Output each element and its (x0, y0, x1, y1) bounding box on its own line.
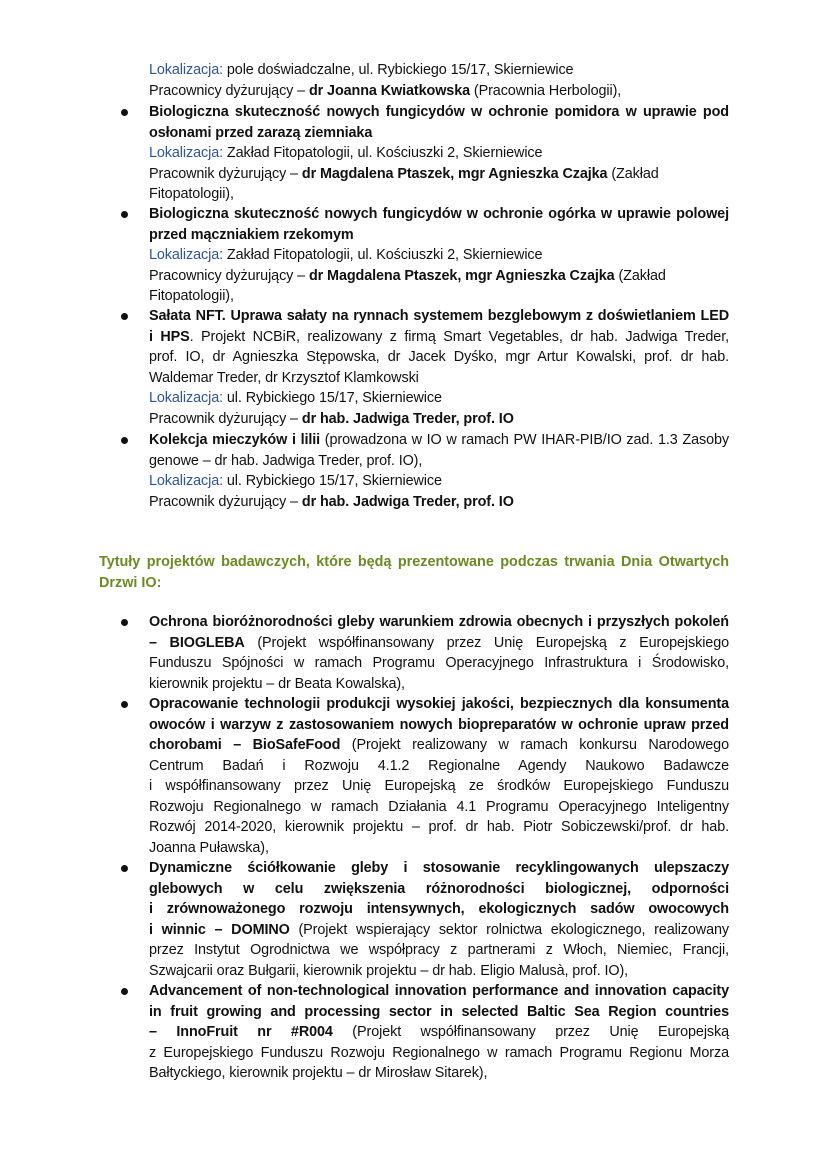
text-line (149, 633, 729, 654)
text-span: Pracownik dyżurujący – (149, 493, 302, 510)
bold-text: Dynamiczne ściółkowanie gleby i stosowanie recyklingowanych ulepszaczy (149, 860, 729, 876)
text-line (149, 612, 729, 633)
text-line (149, 204, 729, 225)
text-line (149, 60, 729, 81)
bold-text: in fruit growing and processing sector in selected Baltic Sea Region countries (149, 1003, 729, 1020)
bold-text: Biologiczna skuteczność nowych fungicydów w ochronie ogórka w uprawie polowej (149, 206, 729, 222)
text-span: Joanna Puławska), (149, 839, 269, 856)
location-label: Lokalizacja: (149, 62, 223, 78)
location-label: Lokalizacja: (149, 247, 223, 263)
text-line (149, 879, 729, 900)
text-span: z Europejskiego Funduszu Rozwoju Regionalnego w ramach Programu Regionu Morza (149, 1044, 729, 1061)
text-span: Rozwoju Regionalnego w ramach Działania 4.1 Programu Operacyjnego Inteligentny (149, 798, 729, 815)
text-line (149, 920, 729, 941)
text-line (149, 1022, 729, 1043)
bold-text: i HPS (149, 328, 190, 345)
text-line (149, 430, 729, 451)
text-line (149, 653, 729, 674)
text-line (149, 899, 729, 920)
bold-text: Biologiczna skuteczność nowych fungicydów w ochronie pomidora w uprawie pod (149, 104, 729, 120)
section-heading-line-2: Drzwi IO: (99, 574, 162, 591)
bold-text: – BIOGLEBA (149, 634, 245, 651)
text-span: (Projekt współfinansowany przez Unię Europejską z Europejskiego (244, 634, 730, 651)
text-span: prof. IO, dr Agnieszka Stępowska, dr Jacek Dyśko, mgr Artur Kowalski, prof. dr hab. (149, 349, 729, 365)
text-line (149, 123, 729, 144)
text-line (149, 164, 729, 185)
bold-text: Opracowanie technologii produkcji wysokiej jakości, bezpiecznych dla konsumenta (149, 696, 729, 712)
text-line (149, 266, 729, 287)
text-line (149, 1002, 729, 1023)
bold-text: przed mączniakiem rzekomym (149, 226, 354, 243)
text-line (149, 961, 729, 982)
bullet-icon (121, 619, 128, 626)
bold-text: osłonami przed zarazą ziemniaka (149, 124, 373, 141)
bold-text: dr Magdalena Ptaszek, mgr Agnieszka Czajka (308, 267, 615, 284)
text-line (149, 940, 729, 961)
text-span: Pracownicy dyżurujący – (149, 82, 309, 99)
text-line (149, 184, 729, 205)
text-line (149, 388, 729, 409)
bold-text: glebowych w celu zwiększenia różnorodności biologicznej, odporności (149, 880, 729, 897)
text-span: Rozwój 2014-2020, kierownik projektu – prof. dr hab. Piotr Sobiczewski/prof. dr hab. (149, 819, 729, 835)
text-span: Bałtyckiego, kierownik projektu – dr Mirosław Sitarek), (149, 1065, 488, 1081)
text-span: Pracownik dyżurujący – (149, 165, 302, 182)
bold-text: dr Magdalena Ptaszek, mgr Agnieszka Czajka (301, 165, 608, 182)
text-line (149, 409, 729, 430)
text-span: ul. Rybickiego 15/17, Skierniewice (223, 390, 442, 406)
text-span: genowe – dr hab. Jadwiga Treder, prof. IO), (149, 452, 423, 469)
bold-text: chorobami – BioSafeFood (149, 737, 341, 753)
location-label: Lokalizacja: (149, 145, 223, 161)
bullet-icon (121, 313, 128, 320)
text-span: przez Instytut Ogrodnictwa we współpracy z partnerami z Włoch, Niemiec, Francji, (149, 942, 729, 958)
text-span: ul. Rybickiego 15/17, Skierniewice (223, 473, 442, 489)
text-span: (Zakład (607, 165, 659, 182)
bullet-icon (121, 865, 128, 872)
text-span: Zakład Fitopatologii, ul. Kościuszki 2, Skierniewice (223, 145, 543, 161)
text-span: Pracownicy dyżurujący – (149, 267, 309, 284)
bullet-icon (121, 109, 128, 116)
text-span: . Projekt NCBiR, realizowany z firmą Smart Vegetables, dr hab. Jadwiga Treder, (189, 328, 729, 345)
section-heading (99, 552, 729, 593)
bold-text: owoców i warzyw z zastosowaniem nowych biopreparatów w ochronie upraw przed (149, 716, 729, 733)
text-line (149, 756, 729, 777)
text-span: (Pracownia Herbologii), (470, 82, 622, 99)
text-line (149, 368, 729, 389)
text-line (149, 81, 729, 102)
bold-text: – InnoFruit nr #R004 (149, 1024, 333, 1040)
text-line (149, 735, 729, 756)
text-span: kierownik projektu – dr Beata Kowalska), (149, 675, 405, 692)
bold-text: Sałata NFT. Uprawa sałaty na rynnach systemem bezglebowym z doświetlaniem LED (149, 308, 729, 324)
text-line (149, 838, 729, 859)
bold-text: dr Joanna Kwiatkowska (308, 82, 471, 99)
text-line (149, 674, 729, 695)
text-line (149, 817, 729, 838)
text-span: (Zakład (614, 267, 666, 284)
text-line (149, 492, 729, 513)
text-line (149, 715, 729, 736)
text-line (149, 1043, 729, 1064)
text-span: Fitopatologii), (149, 288, 234, 304)
text-span: (Projekt wspierający sektor rolnictwa ekologicznego, realizowany (289, 921, 729, 938)
bullet-icon (121, 701, 128, 708)
text-line (149, 347, 729, 368)
text-span: (Projekt realizowany w ramach konkursu Narodowego (340, 737, 729, 753)
text-span: (Projekt współfinansowany przez Unię Europejską (332, 1024, 730, 1040)
bold-text: i zrównoważonego rozwoju intensywnych, ekologicznych sadów owocowych (149, 901, 729, 917)
text-line (149, 306, 729, 327)
bold-text: dr hab. Jadwiga Treder, prof. IO (301, 410, 514, 427)
bullet-icon (121, 437, 128, 444)
text-span: Fitopatologii), (149, 186, 234, 202)
text-line (149, 451, 729, 472)
text-line (149, 225, 729, 246)
text-span: pole doświadczalne, ul. Rybickiego 15/17, Skierniewice (223, 62, 574, 78)
text-line (149, 471, 729, 492)
location-label: Lokalizacja: (149, 473, 223, 489)
location-label: Lokalizacja: (149, 390, 223, 406)
text-line (149, 1063, 729, 1084)
text-line (149, 981, 729, 1002)
text-span: i współfinansowany przez Unię Europejską ze środków Europejskiego Funduszu (149, 778, 729, 794)
text-line (149, 776, 729, 797)
section-heading-line-1: Tytuły projektów badawczych, które będą prezentowane podczas trwania Dnia Otwartych (99, 554, 729, 570)
text-span: Funduszu Spójności w ramach Programu Operacyjnego Infrastruktura i Środowisko, (149, 655, 729, 671)
text-line (149, 143, 729, 164)
bullet-icon (121, 988, 128, 995)
text-line (149, 797, 729, 818)
bold-text: Ochrona bioróżnorodności gleby warunkiem zdrowia obecnych i przyszłych pokoleń (149, 614, 729, 630)
text-span: Waldemar Treder, dr Krzysztof Klamkowski (149, 369, 419, 386)
bold-text: Kolekcja mieczyków i lilii (149, 432, 321, 448)
text-line (149, 327, 729, 348)
text-line (149, 286, 729, 307)
bold-text: Advancement of non-technological innovation performance and innovation capacity (149, 983, 729, 999)
text-line (149, 858, 729, 879)
text-line (149, 245, 729, 266)
text-span: Centrum Badań i Rozwoju 4.1.2 Regionalne Agendy Naukowo Badawcze (149, 757, 729, 774)
text-line (149, 694, 729, 715)
text-line (149, 102, 729, 123)
text-span: Zakład Fitopatologii, ul. Kościuszki 2, Skierniewice (223, 247, 543, 263)
text-span: Szwajcarii oraz Bułgarii, kierownik projektu – dr hab. Eligio Malusà, prof. IO), (149, 962, 629, 979)
text-span: (prowadzona w IO w ramach PW IHAR-PIB/IO zad. 1.3 Zasoby (320, 432, 729, 448)
text-span: Pracownik dyżurujący – (149, 410, 302, 427)
bold-text: dr hab. Jadwiga Treder, prof. IO (301, 493, 514, 510)
bullet-icon (121, 211, 128, 218)
bold-text: i winnic – DOMINO (149, 921, 290, 938)
